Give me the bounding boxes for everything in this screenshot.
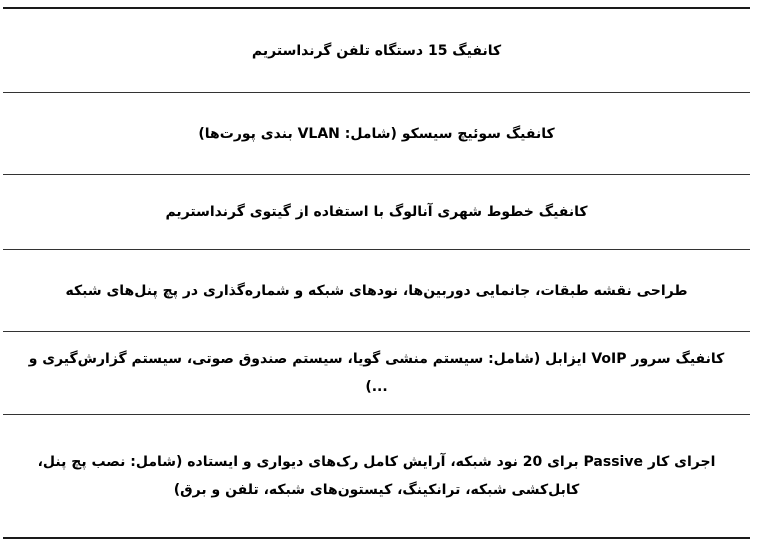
table-row <box>3 93 750 175</box>
table-row <box>3 415 750 537</box>
task-list-table <box>3 7 750 539</box>
table-cell-text: اجرای کار Passive برای 20 نود شبکه، آرایش کامل رک‌های دیواری و ایستاده (شامل: نصب پچ پنل، کابل‌کشی شبکه، ترانکینگ، کیستون‌های شبکه، تلفن و برق) <box>37 454 716 498</box>
table-row <box>3 9 750 93</box>
table-row <box>3 175 750 250</box>
table-cell-text: کانفیگ خطوط شهری آنالوگ با استفاده از گیتوی گرنداستریم <box>165 204 588 220</box>
table-cell-text: کانفیگ 15 دستگاه تلفن گرنداستریم <box>251 42 502 59</box>
table-cell-text: کانفیگ سرور VoIP ایزابل (شامل: سیستم منشی گویا، سیستم صندوق صوتی، سیستم گزارش‌گیری و ...) <box>28 351 725 395</box>
table-row <box>3 332 750 415</box>
table-cell-text: طراحی نقشه طبقات، جانمایی دوربین‌ها، نودهای شبکه و شماره‌گذاری در پچ پنل‌های شبکه <box>65 282 688 299</box>
table-cell-text: کانفیگ سوئیچ سیسکو (شامل: VLAN بندی پورت‌ها) <box>198 125 555 142</box>
table-row <box>3 250 750 332</box>
document-table-container <box>3 7 750 539</box>
